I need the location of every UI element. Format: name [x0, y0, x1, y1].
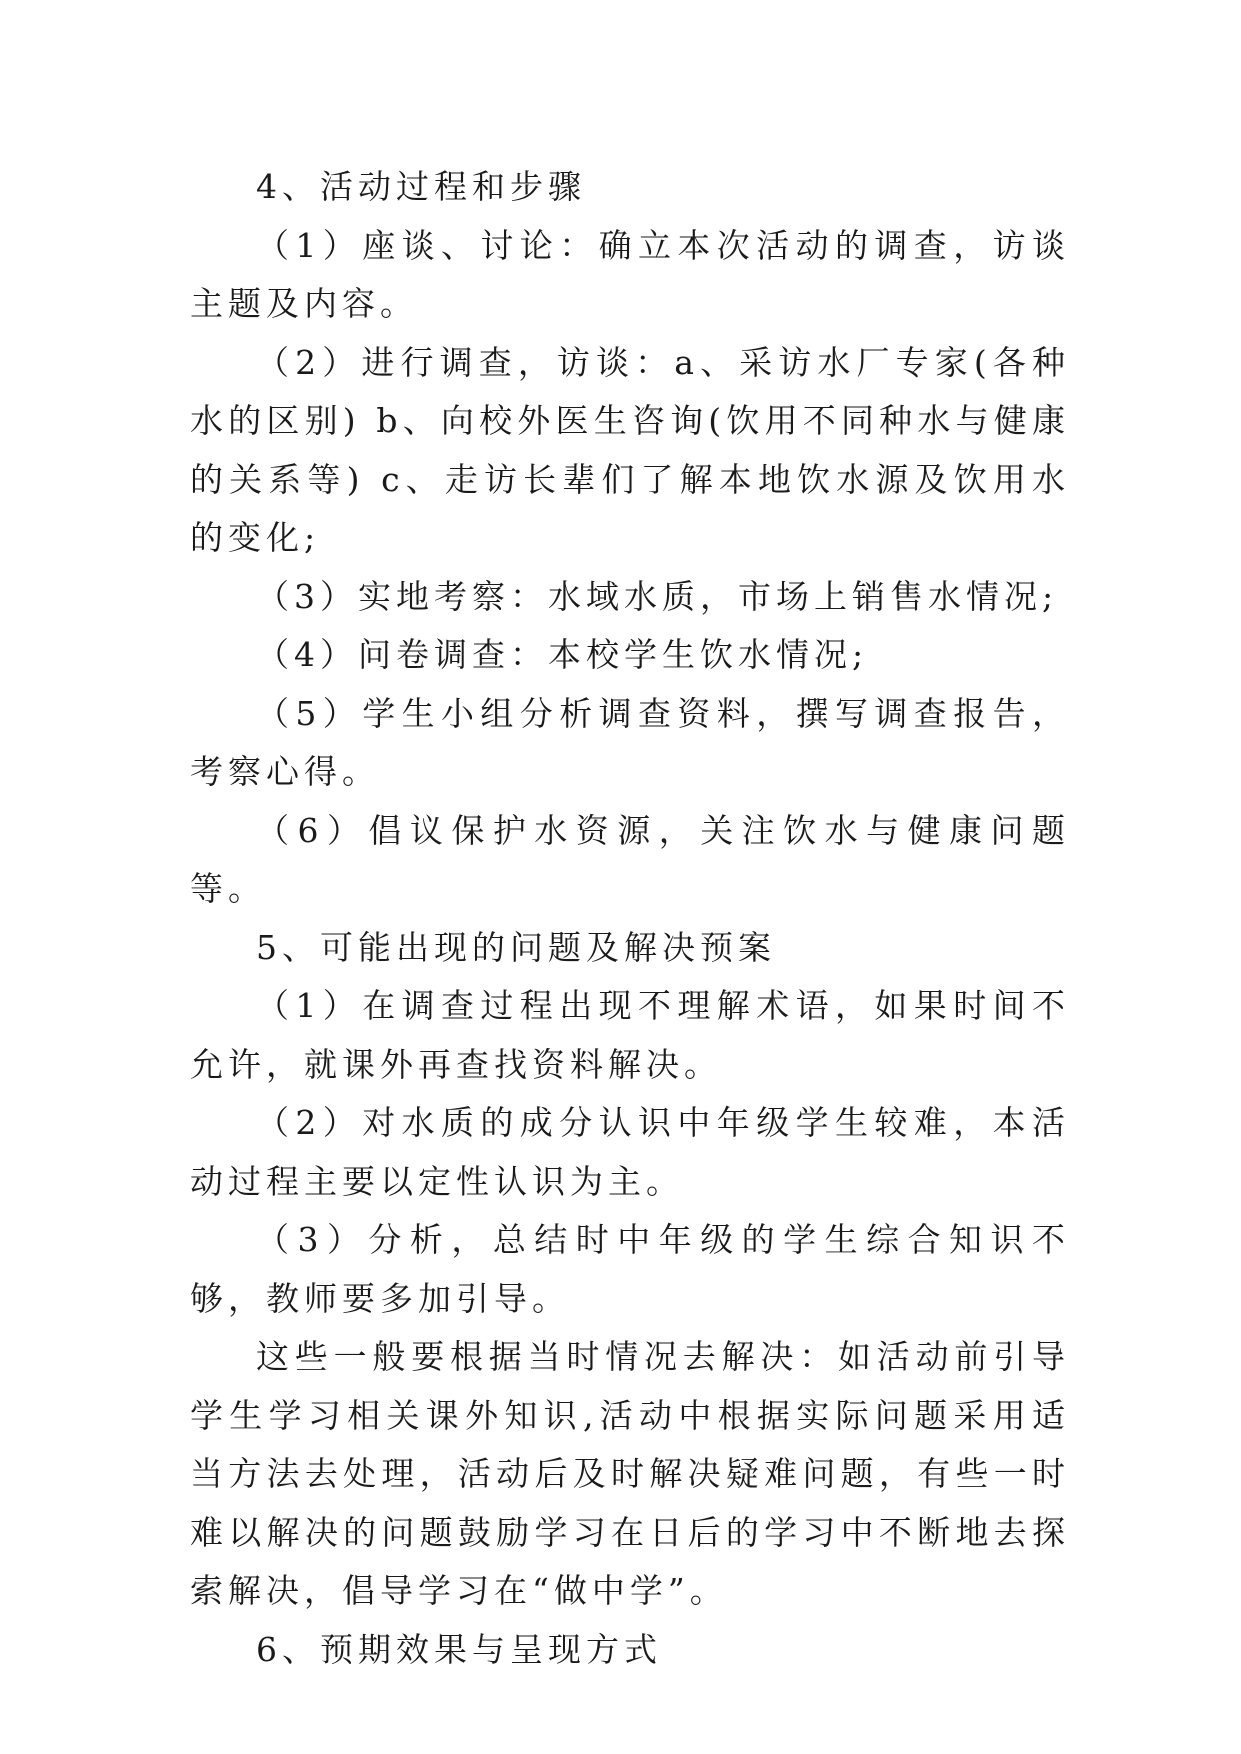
document-body — [190, 158, 1070, 1679]
list-item: （5）学生小组分析调查资料，撰写调查报告，考察心得。 — [190, 693, 1070, 791]
list-item: （6）倡议保护水资源，关注饮水与健康问题等。 — [190, 810, 1070, 908]
section-heading-6: 6、预期效果与呈现方式 — [256, 1629, 662, 1669]
list-item: （4）问卷调查：本校学生饮水情况; — [256, 635, 869, 674]
list-item: （1）在调查过程出现不理解术语，如果时间不允许，就课外再查找资料解决。 — [190, 986, 1070, 1084]
section-heading-5: 5、可能出现的问题及解决预案 — [256, 927, 776, 967]
list-item: （3）分析，总结时中年级的学生综合知识不够，教师要多加引导。 — [190, 1220, 1070, 1318]
body-paragraph: 这些一般要根据当时情况去解决：如活动前引导学生学习相关课外知识,活动中根据实际问题采用适当方法去处理，活动后及时解决疑难问题，有些一时难以解决的问题鼓励学习在日后的学习中不断地去探索解决，倡导学习在“做中学”。 — [190, 1337, 1070, 1610]
list-item: （2）进行调查，访谈：a、采访水厂专家(各种水的区别) b、向校外医生咨询(饮用不同种水与健康的关系等) c、走访长辈们了解本地饮水源及饮用水的变化; — [190, 342, 1070, 557]
list-item: （3）实地考察：水域水质，市场上销售水情况; — [256, 576, 1059, 616]
list-item: （2）对水质的成分认识中年级学生较难，本活动过程主要以定性认识为主。 — [190, 1103, 1070, 1201]
section-heading-4: 4、活动过程和步骤 — [256, 167, 586, 206]
list-item: （1）座谈、讨论：确立本次活动的调查，访谈主题及内容。 — [190, 225, 1070, 323]
